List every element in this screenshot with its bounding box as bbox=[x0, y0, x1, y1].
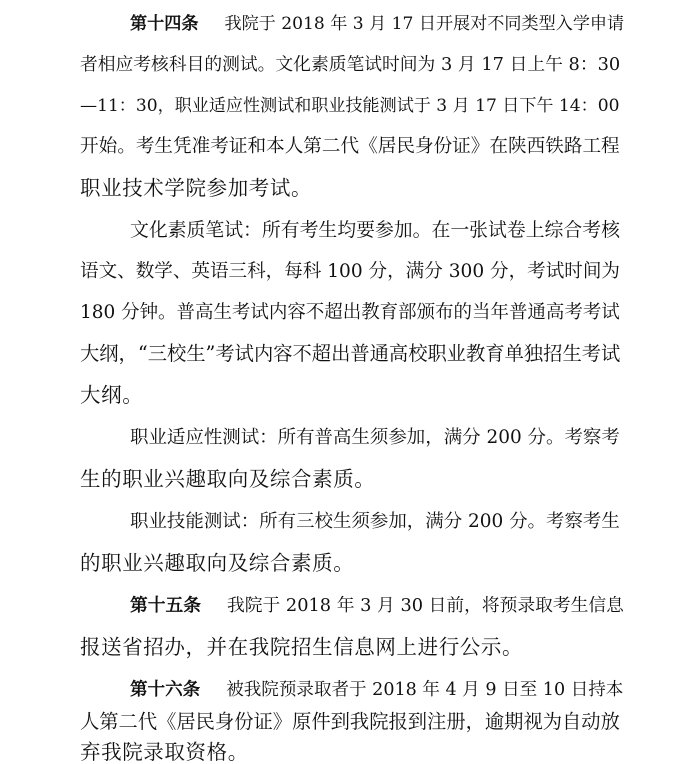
article-16-line: 人第二代《居民身份证》原件到我院报到注册，逾期视为自动放 bbox=[80, 710, 620, 733]
article-15-line: 报送省招办，并在我院招生信息网上进行公示。 bbox=[80, 635, 524, 659]
article-16-line: 弃我院录取资格。 bbox=[80, 740, 249, 764]
article-15-first-line bbox=[130, 594, 624, 618]
culture-exam-line: 大纲，“三校生”考试内容不超出普通高校职业教育单独招生考试 bbox=[80, 342, 621, 365]
aptitude-test-line: 生的职业兴趣取向及综合素质。 bbox=[80, 467, 376, 491]
skills-test-line: 职业技能测试：所有三校生须参加，满分 200 分。考察考生 bbox=[130, 511, 620, 532]
article-15-text: 我院于 2018 年 3 月 30 日前，将预录取考生信息 bbox=[227, 596, 624, 616]
culture-exam-line: 180 分钟。普高生考试内容不超出教育部颁布的当年普通高考考试 bbox=[80, 302, 620, 323]
article-15-heading: 第十五条 bbox=[130, 596, 202, 616]
article-16-text: 被我院预录取者于 2018 年 4 月 9 日至 10 日持本 bbox=[226, 680, 624, 700]
article-14-first-line bbox=[130, 12, 625, 36]
culture-exam-line: 语文、数学、英语三科，每科 100 分，满分 300 分，考试时间为 bbox=[80, 261, 620, 282]
culture-exam-line: 文化素质笔试：所有考生均要参加。在一张试卷上综合考核 bbox=[130, 220, 620, 241]
article-14-line: 者相应考核科目的测试。文化素质笔试时间为 3 月 17 日上午 8：30 bbox=[80, 55, 621, 75]
aptitude-test-line: 职业适应性测试：所有普高生须参加，满分 200 分。考察考 bbox=[130, 427, 620, 448]
culture-exam-line: 大纲。 bbox=[80, 383, 144, 407]
article-14-line: —11：30，职业适应性测试和职业技能测试于 3 月 17 日下午 14：00 bbox=[80, 96, 620, 116]
article-14-heading: 第十四条 bbox=[130, 14, 199, 34]
skills-test-line: 的职业兴趣取向及综合素质。 bbox=[80, 551, 355, 575]
article-14-text: 我院于 2018 年 3 月 17 日开展对不同类型入学申请 bbox=[224, 14, 625, 34]
article-14-line: 职业技术学院参加考试。 bbox=[80, 176, 313, 200]
article-14-line: 开始。考生凭准考证和本人第二代《居民身份证》在陕西铁路工程 bbox=[80, 136, 620, 157]
article-16-heading: 第十六条 bbox=[130, 680, 201, 700]
article-16-first-line bbox=[130, 678, 624, 702]
